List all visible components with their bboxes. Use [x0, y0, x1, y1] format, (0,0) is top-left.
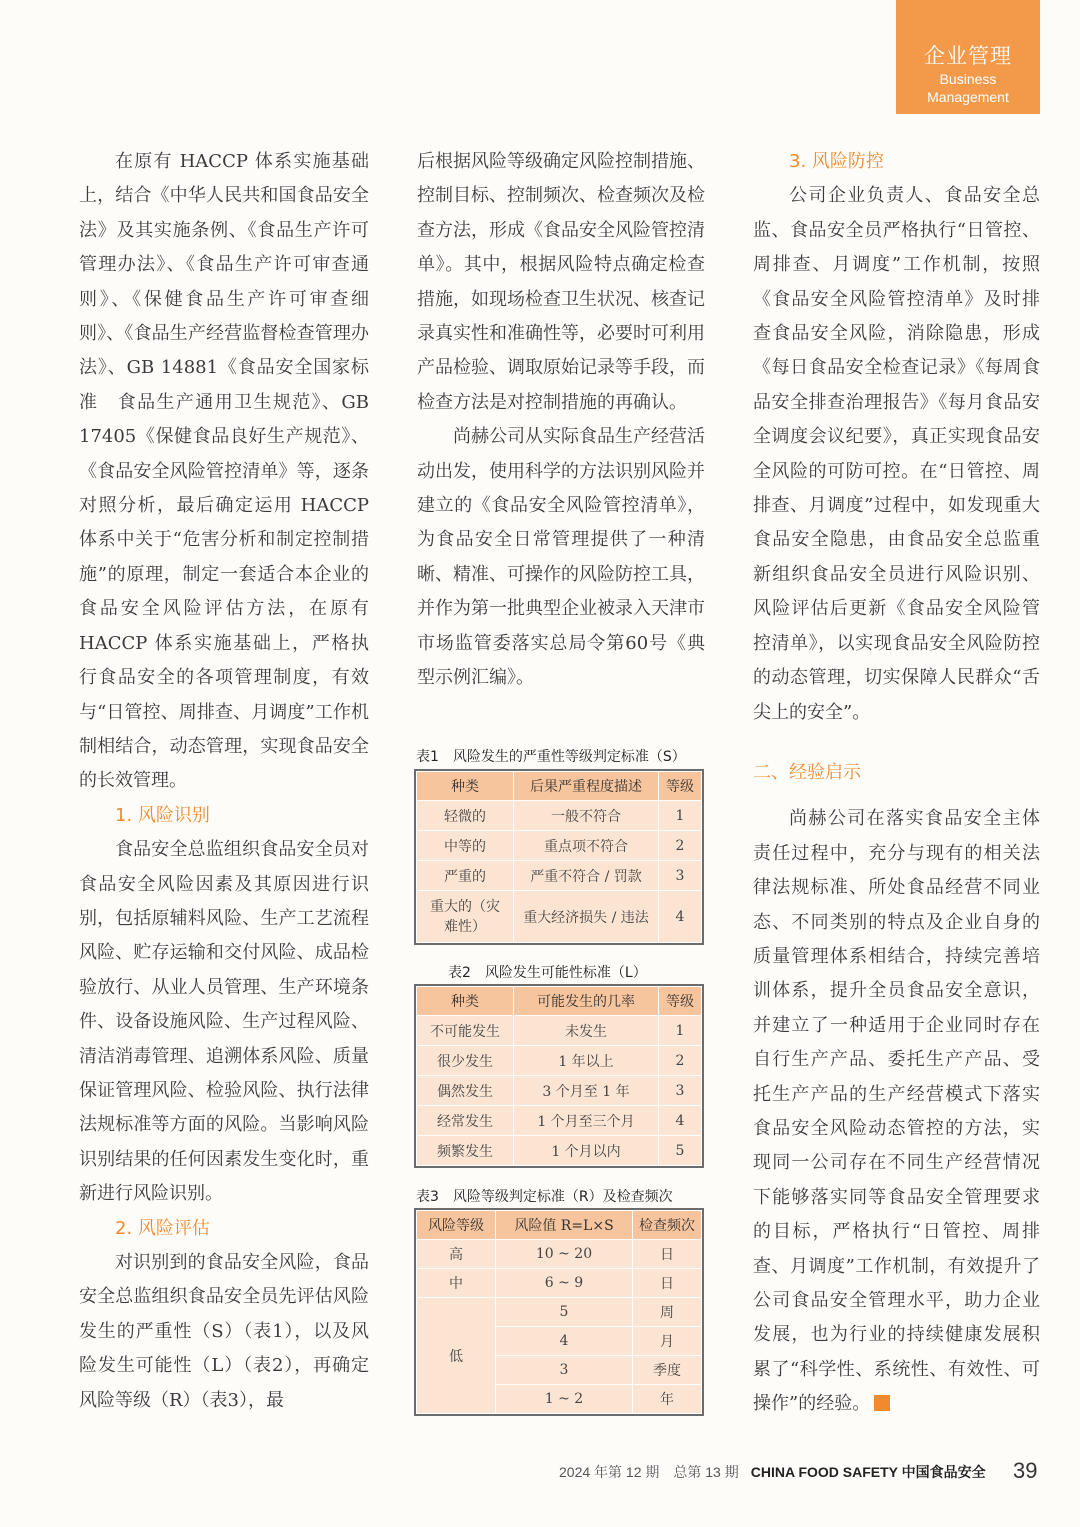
table-row — [417, 1269, 702, 1298]
table-cell: 中 — [417, 1269, 496, 1298]
table-cell: 季度 — [633, 1356, 702, 1385]
table-row — [417, 1076, 702, 1106]
section-subtitle-2: Management — [927, 89, 1009, 105]
page-number: 39 — [1013, 1458, 1038, 1483]
end-mark-icon — [874, 1395, 890, 1411]
table-header: 可能发生的几率 — [514, 987, 659, 1016]
table-row — [417, 1106, 702, 1136]
table-cell: 日 — [633, 1269, 702, 1298]
table-row — [417, 801, 702, 831]
table-cell: 高 — [417, 1240, 496, 1269]
table-cell: 未发生 — [514, 1016, 659, 1046]
paragraph: 对识别到的食品安全风险，食品安全总监组织食品安全员先评估风险发生的严重性（S）（表1），以及风险发生可能性（L）（表2），再确定风险等级（R）（表3），最 — [79, 1252, 369, 1411]
table-header: 风险值 R=L×S — [496, 1211, 633, 1240]
table-cell: 3 — [659, 1076, 702, 1106]
section-subtitle-1: Business — [939, 71, 997, 87]
table-cell: 重大经济损失 / 违法 — [514, 891, 659, 943]
paragraph: 食品安全总监组织食品安全员对食品安全风险因素及其原因进行识别，包括原辅料风险、生产工艺流程风险、贮存运输和交付风险、成品检验放行、从业人员管理、生产环境条件、设备设施风险、生产过程风险、清洁消毒管理、追溯体系风险、质量保证管理风险、检验风险、执行法律法规标准等方面的风险。当影响风险识别结果的任何因素发生变化时，重新进行风险识别。 — [79, 839, 369, 1205]
table-cell: 2 — [659, 1046, 702, 1076]
table-cell: 偶然发生 — [417, 1076, 514, 1106]
table-cell: 一般不符合 — [514, 801, 659, 831]
table-cell: 低 — [417, 1298, 496, 1414]
table-cell: 周 — [633, 1298, 702, 1327]
table-header: 后果严重程度描述 — [514, 772, 659, 801]
column-1 — [79, 145, 369, 1418]
table-cell: 1 ~ 2 — [496, 1385, 633, 1414]
table-cell: 4 — [496, 1327, 633, 1356]
table-cell: 日 — [633, 1240, 702, 1269]
table-cell: 不可能发生 — [417, 1016, 514, 1046]
subheading-risk-control: 3. 风险防控 — [789, 151, 884, 172]
paragraph: 后根据风险等级确定风险控制措施、控制目标、控制频次、检查频次及检查方法，形成《食品安全风险管控清单》。其中，根据风险特点确定检查措施，如现场检查卫生状况、核查记录真实性和准确性等，必要时可利用产品检验、调取原始记录等手段，而检查方法是对控制措施的再确认。 — [417, 151, 705, 413]
paragraph: 公司企业负责人、食品安全总监、食品安全员严格执行“日管控、周排查、月调度”工作机制，按照《食品安全风险管控清单》及时排查食品安全风险，消除隐患，形成《每日食品安全检查记录》《每周食品安全排查治理报告》《每月食品安全调度会议纪要》，真正实现食品安全风险的可防可控。在“日管控、周排查、月调度”过程中，如发现重大食品安全隐患，由食品安全总监重新组织食品安全员进行风险识别、风险评估后更新《食品安全风险管控清单》，以实现食品安全风险防控的动态管理，切实保障人民群众“舌尖上的安全”。 — [753, 185, 1040, 723]
table-row — [417, 1136, 702, 1166]
table-cell: 3 — [496, 1356, 633, 1385]
paragraph-text: 尚赫公司在落实食品安全主体责任过程中，充分与现有的相关法律法规标准、所处食品经营不同业态、不同类别的特点及企业自身的质量管理体系相结合，持续完善培训体系，提升全员食品安全意识，并建立了一种适用于企业同时存在自行生产产品、委托生产产品、受托生产产品的生产经营模式下落实食品安全风险动态管控的方法，实现同一公司存在不同生产经营情况下能够落实同等食品安全管理要求的目标，严格执行“日管控、周排查、月调度”工作机制，有效提升了公司食品安全管理水平，助力企业发展，也为行业的持续健康发展积累了“科学性、系统性、有效性、可操作”的经验。 — [753, 808, 1040, 1415]
subheading-risk-assessment: 2. 风险评估 — [115, 1217, 210, 1239]
table3-caption: 表3 风险等级判定标准（R）及检查频次 — [416, 1189, 673, 1205]
table-cell: 严重不符合 / 罚款 — [514, 861, 659, 891]
table-row — [417, 1016, 702, 1046]
table-cell: 6 ~ 9 — [496, 1269, 633, 1298]
table-cell: 5 — [659, 1136, 702, 1166]
table-row — [417, 891, 702, 943]
paragraph: 尚赫公司从实际食品生产经营活动出发，使用科学的方法识别风险并建立的《食品安全风险管控清单》，为食品安全日常管理提供了一种清晰、精准、可操作的风险防控工具，并作为第一批典型企业被录入天津市市场监管委落实总局令第60号《典型示例汇编》。 — [417, 426, 705, 689]
section-title: 企业管理 — [924, 44, 1012, 68]
table-header: 等级 — [659, 987, 702, 1016]
table-row — [417, 1240, 702, 1269]
table-cell: 重点项不符合 — [514, 831, 659, 861]
table-cell: 中等的 — [417, 831, 514, 861]
publication-name: CHINA FOOD SAFETY 中国食品安全 — [750, 1464, 986, 1480]
table-cell: 3 个月至 1 年 — [514, 1076, 659, 1106]
table1 — [416, 771, 702, 943]
table-cell: 很少发生 — [417, 1046, 514, 1076]
table-cell: 1 — [659, 801, 702, 831]
table2 — [416, 986, 702, 1166]
issue-info: 2024 年第 12 期 总第 13 期 — [559, 1464, 739, 1480]
table-row — [417, 1298, 702, 1327]
section-tab — [896, 0, 1040, 114]
table-row — [417, 1046, 702, 1076]
section-heading-lessons: 二、经验启示 — [753, 761, 861, 783]
subheading-risk-identification: 1. 风险识别 — [115, 804, 210, 826]
table1-caption: 表1 风险发生的严重性等级判定标准（S） — [416, 749, 686, 765]
table-header: 种类 — [417, 772, 514, 801]
table-cell: 2 — [659, 831, 702, 861]
table-cell: 1 个月以内 — [514, 1136, 659, 1166]
table-row — [417, 831, 702, 861]
table-header: 检查频次 — [633, 1211, 702, 1240]
table-cell: 经常发生 — [417, 1106, 514, 1136]
table-cell: 4 — [659, 891, 702, 943]
paragraph: 在原有 HACCP 体系实施基础上，结合《中华人民共和国食品安全法》及其实施条例、《食品生产许可管理办法》、《食品生产许可审查通则》、《保健食品生产许可审查细则》、《食品生产经营监督检查管理办法》、GB 14881《食品安全国家标准 食品生产通用卫生规范》、GB 17405《保健食品良好生产规范》、《食品安全风险管控清单》等，逐条对照分析，最后确定运用 HACCP 体系中关于“危害分析和制定控制措施”的原理，制定一套适合本企业的食品安全风险评估方法，在原有 HACCP 体系实施基础上，严格执行食品安全的各项管理制度，有效与“日管控、周排查、月调度”工作机制相结合，动态管理，实现食品安全的长效管理。 — [79, 151, 369, 792]
table-header: 种类 — [417, 987, 514, 1016]
table-header: 等级 — [659, 772, 702, 801]
table-cell: 5 — [496, 1298, 633, 1327]
table-cell: 1 — [659, 1016, 702, 1046]
paragraph — [753, 802, 1040, 1421]
table-cell: 10 ~ 20 — [496, 1240, 633, 1269]
table-header: 风险等级 — [417, 1211, 496, 1240]
table-row — [417, 861, 702, 891]
table-cell: 年 — [633, 1385, 702, 1414]
table-cell: 1 年以上 — [514, 1046, 659, 1076]
table-cell: 重大的（灾难性） — [417, 891, 514, 943]
table-cell: 月 — [633, 1327, 702, 1356]
table-cell: 3 — [659, 861, 702, 891]
column-2 — [417, 145, 705, 696]
column-3 — [753, 145, 1040, 1422]
footer — [559, 1462, 986, 1482]
table-cell: 频繁发生 — [417, 1136, 514, 1166]
table-cell: 轻微的 — [417, 801, 514, 831]
table3 — [416, 1210, 702, 1414]
table-cell: 1 个月至三个月 — [514, 1106, 659, 1136]
table-cell: 4 — [659, 1106, 702, 1136]
table2-caption: 表2 风险发生可能性标准（L） — [448, 965, 647, 981]
table-cell: 严重的 — [417, 861, 514, 891]
